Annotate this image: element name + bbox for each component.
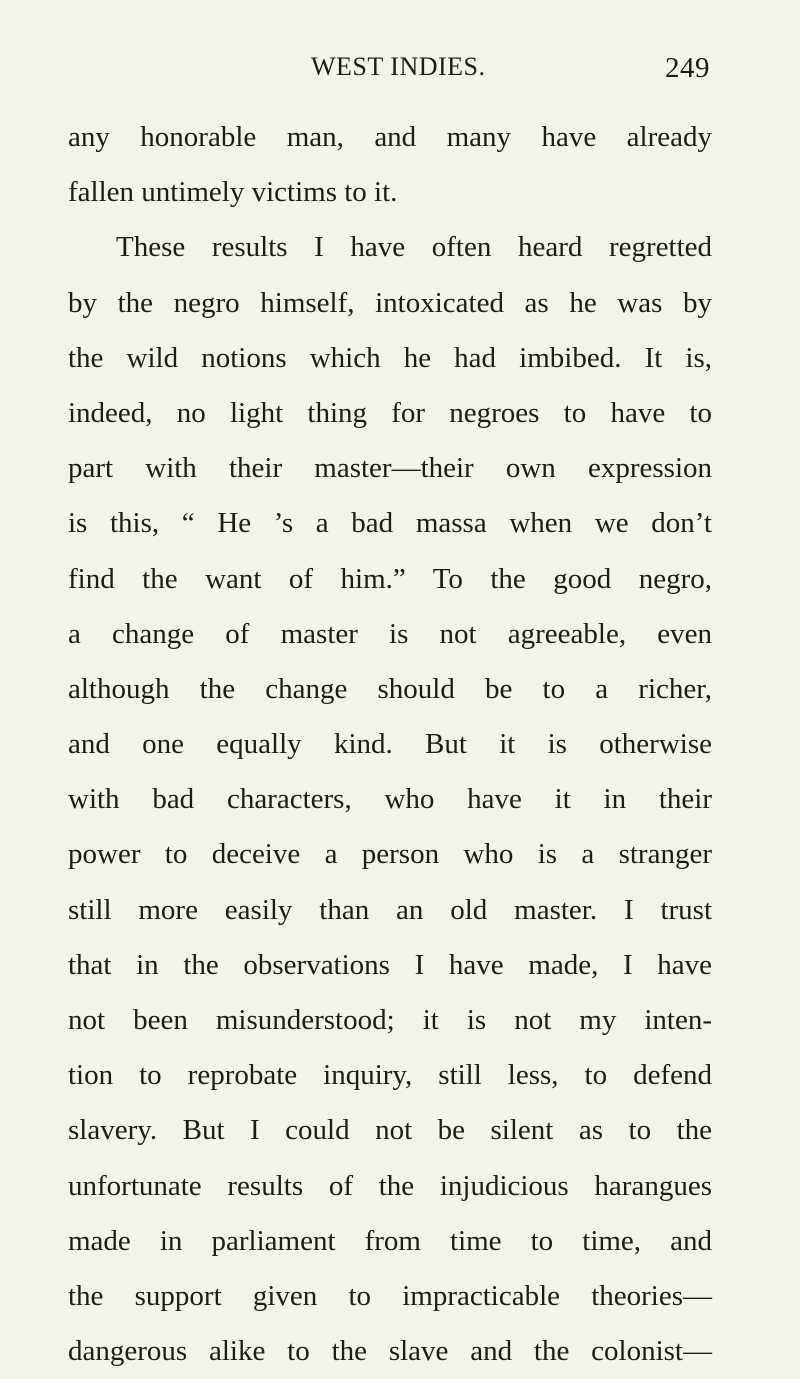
text-line: unfortunate results of the injudicious harangues <box>68 1169 712 1202</box>
text-line: the wild notions which he had imbibed. It is, <box>68 341 712 374</box>
text-line: fallen untimely victims to it. <box>68 176 398 209</box>
text-line: find the want of him.” To the good negro, <box>68 562 712 595</box>
text-line: with bad characters, who have it in their <box>68 783 712 816</box>
body-text <box>68 110 712 1379</box>
text-line: part with their master—their own expression <box>68 452 712 485</box>
text-line: These results I have often heard regretted <box>116 231 712 264</box>
text-line: still more easily than an old master. I trust <box>68 893 712 926</box>
text-line: indeed, no light thing for negroes to have to <box>68 396 712 429</box>
text-line: tion to reprobate inquiry, still less, to defend <box>68 1059 712 1092</box>
text-line: and one equally kind. But it is otherwise <box>68 728 712 761</box>
text-line: dangerous alike to the slave and the colonist— <box>68 1335 712 1368</box>
text-line: power to deceive a person who is a stranger <box>68 838 712 871</box>
text-line: a change of master is not agreeable, even <box>68 617 712 650</box>
text-line: is this, “ He ’s a bad massa when we don’t <box>68 507 712 540</box>
running-header <box>68 52 710 92</box>
text-line: by the negro himself, intoxicated as he was by <box>68 286 712 319</box>
text-line: the support given to impracticable theories— <box>68 1279 712 1312</box>
text-line: not been misunderstood; it is not my inten- <box>68 1004 712 1036</box>
text-line: although the change should be to a richer, <box>68 672 712 705</box>
text-line: slavery. But I could not be silent as to the <box>68 1114 712 1147</box>
text-line: any honorable man, and many have already <box>68 121 712 153</box>
text-line: that in the observations I have made, I have <box>68 948 712 981</box>
running-header-title: WEST INDIES. <box>311 52 486 81</box>
text-line: made in parliament from time to time, and <box>68 1224 712 1257</box>
page-number: 249 <box>665 52 710 84</box>
